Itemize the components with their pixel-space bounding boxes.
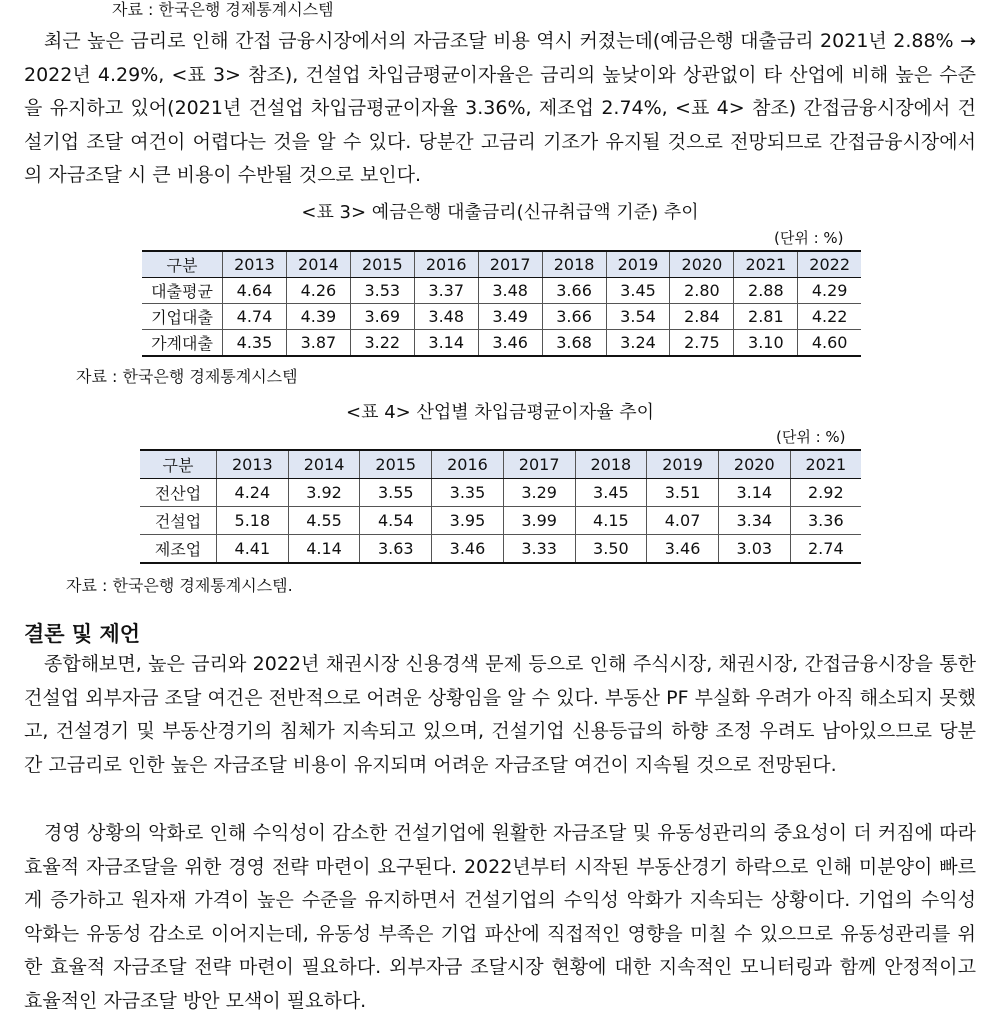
table-cell: 3.45 bbox=[606, 278, 670, 304]
table-cell: 제조업 bbox=[140, 535, 217, 564]
column-header: 2018 bbox=[575, 450, 647, 479]
column-header: 2015 bbox=[350, 251, 414, 278]
table-cell: 4.29 bbox=[798, 278, 861, 304]
column-header: 2019 bbox=[606, 251, 670, 278]
table-cell: 4.26 bbox=[286, 278, 350, 304]
table-cell: 3.45 bbox=[575, 479, 647, 507]
table-row bbox=[140, 535, 861, 564]
table-cell: 4.24 bbox=[217, 479, 289, 507]
table-cell: 3.63 bbox=[360, 535, 432, 564]
table-cell: 3.66 bbox=[542, 304, 606, 330]
table-cell: 2.81 bbox=[734, 304, 798, 330]
table-cell: 2.80 bbox=[670, 278, 734, 304]
table-cell: 4.07 bbox=[647, 507, 719, 535]
table-cell: 3.55 bbox=[360, 479, 432, 507]
table-cell: 3.14 bbox=[414, 330, 478, 357]
table-cell: 3.14 bbox=[718, 479, 790, 507]
table-cell: 4.64 bbox=[223, 278, 287, 304]
table-cell: 3.37 bbox=[414, 278, 478, 304]
table3-loan-rates bbox=[142, 250, 861, 357]
column-header: 2014 bbox=[286, 251, 350, 278]
column-header: 2017 bbox=[503, 450, 575, 479]
table-cell: 4.74 bbox=[223, 304, 287, 330]
table-cell: 3.87 bbox=[286, 330, 350, 357]
table-cell: 3.50 bbox=[575, 535, 647, 564]
column-header: 2022 bbox=[798, 251, 861, 278]
table-cell: 2.88 bbox=[734, 278, 798, 304]
table-cell: 4.14 bbox=[288, 535, 360, 564]
table-cell: 2.92 bbox=[790, 479, 861, 507]
column-header: 2017 bbox=[478, 251, 542, 278]
table-cell: 3.35 bbox=[432, 479, 504, 507]
paragraph-recommendation: 경영 상황의 악화로 인해 수익성이 감소한 건설기업에 원활한 자금조달 및 유동성관리의 중요성이 더 커짐에 따라 효율적 자금조달을 위한 경영 전략 마련이 요구된다. 2022년부터 시작된 부동산경기 하락으로 인해 미분양이 빠르게 증가하고 원자재 가격이 높은 수준을 유지하면서 건설기업의 수익성 악화가 지속되는 상황이다. 기업의 수익성 악화는 유동성 감소로 이어지는데, 유동성 부족은 기업 파산에 직접적인 영향을 미칠 수 있으므로 유동성관리를 위한 효율적 자금조달 전략 마련이 필요하다. 외부자금 조달시장 현황에 대한 지속적인 모니터링과 함께 안정적이고 효율적인 자금조달 방안 모색이 필요하다. bbox=[24, 822, 976, 1012]
table-cell: 5.18 bbox=[217, 507, 289, 535]
table-cell: 3.66 bbox=[542, 278, 606, 304]
column-header: 2019 bbox=[647, 450, 719, 479]
column-header: 2020 bbox=[670, 251, 734, 278]
table-cell: 3.48 bbox=[414, 304, 478, 330]
table-cell: 3.46 bbox=[647, 535, 719, 564]
table-row bbox=[140, 507, 861, 535]
table-header-row bbox=[142, 251, 861, 278]
table4-source: 자료 : 한국은행 경제통계시스템. bbox=[66, 576, 293, 595]
table-cell: 3.10 bbox=[734, 330, 798, 357]
table3-source: 자료 : 한국은행 경제통계시스템 bbox=[76, 367, 298, 386]
column-header: 구분 bbox=[142, 251, 223, 278]
table-cell: 4.15 bbox=[575, 507, 647, 535]
table-cell: 4.39 bbox=[286, 304, 350, 330]
table3-title: <표 3> 예금은행 대출금리(신규취급액 기준) 추이 bbox=[301, 202, 699, 223]
table-cell: 3.33 bbox=[503, 535, 575, 564]
table-cell: 2.74 bbox=[790, 535, 861, 564]
table-cell: 3.49 bbox=[478, 304, 542, 330]
table-cell: 전산업 bbox=[140, 479, 217, 507]
table-cell: 2.75 bbox=[670, 330, 734, 357]
table-cell: 3.34 bbox=[718, 507, 790, 535]
paragraph-funding-costs: 최근 높은 금리로 인해 간접 금융시장에서의 자금조달 비용 역시 커졌는데(예금은행 대출금리 2021년 2.88% → 2022년 4.29%, <표 3> 참조), 건설업 차입금평균이자율은 금리의 높낮이와 상관없이 타 산업에 비해 높은 수준을 유지하고 있어(2021년 건설업 차입금평균이자율 3.36%, 제조업 2.74%, <표 4> 참조) 간접금융시장에서 건설기업 조달 여건이 어렵다는 것을 알 수 있다. 당분간 고금리 기조가 유지될 것으로 전망되므로 간접금융시장에서의 자금조달 시 큰 비용이 수반될 것으로 보인다. bbox=[24, 30, 976, 186]
table-cell: 3.54 bbox=[606, 304, 670, 330]
table-cell: 4.60 bbox=[798, 330, 861, 357]
table-cell: 3.99 bbox=[503, 507, 575, 535]
table-row bbox=[142, 304, 861, 330]
column-header: 2013 bbox=[223, 251, 287, 278]
table-cell: 3.36 bbox=[790, 507, 861, 535]
table4-title: <표 4> 산업별 차입금평균이자율 추이 bbox=[346, 402, 654, 423]
table-cell: 4.54 bbox=[360, 507, 432, 535]
table-cell: 3.03 bbox=[718, 535, 790, 564]
table-cell: 3.92 bbox=[288, 479, 360, 507]
column-header: 2016 bbox=[432, 450, 504, 479]
column-header: 2014 bbox=[288, 450, 360, 479]
table-row bbox=[142, 330, 861, 357]
table-row bbox=[142, 278, 861, 304]
table-cell: 3.68 bbox=[542, 330, 606, 357]
table-cell: 3.51 bbox=[647, 479, 719, 507]
table-cell: 4.22 bbox=[798, 304, 861, 330]
table-cell: 3.46 bbox=[432, 535, 504, 564]
table-cell: 3.95 bbox=[432, 507, 504, 535]
table-cell: 3.48 bbox=[478, 278, 542, 304]
table-cell: 건설업 bbox=[140, 507, 217, 535]
paragraph-summary: 종합해보면, 높은 금리와 2022년 채권시장 신용경색 문제 등으로 인해 주식시장, 채권시장, 간접금융시장을 통한 건설업 외부자금 조달 여건은 전반적으로 어려운 상황임을 알 수 있다. 부동산 PF 부실화 우려가 아직 해소되지 못했고, 건설경기 및 부동산경기의 침체가 지속되고 있으며, 건설기업 신용등급의 하향 조정 우려도 남아있으므로 당분간 고금리로 인한 높은 자금조달 비용이 유지되며 어려운 자금조달 여건이 지속될 것으로 전망된다. bbox=[24, 653, 976, 776]
column-header: 2020 bbox=[718, 450, 790, 479]
table-header-row bbox=[140, 450, 861, 479]
table-cell: 2.84 bbox=[670, 304, 734, 330]
column-header: 2013 bbox=[217, 450, 289, 479]
section-heading-conclusion: 결론 및 제언 bbox=[24, 621, 141, 646]
table-row bbox=[140, 479, 861, 507]
table-cell: 4.41 bbox=[217, 535, 289, 564]
table-cell: 3.46 bbox=[478, 330, 542, 357]
column-header: 2021 bbox=[734, 251, 798, 278]
table4-interest-rates bbox=[140, 449, 861, 564]
table-cell: 대출평균 bbox=[142, 278, 223, 304]
table-cell: 3.22 bbox=[350, 330, 414, 357]
table-cell: 3.24 bbox=[606, 330, 670, 357]
column-header: 2018 bbox=[542, 251, 606, 278]
column-header: 2015 bbox=[360, 450, 432, 479]
table-cell: 3.69 bbox=[350, 304, 414, 330]
table-cell: 기업대출 bbox=[142, 304, 223, 330]
table-cell: 3.53 bbox=[350, 278, 414, 304]
table-cell: 4.35 bbox=[223, 330, 287, 357]
column-header: 구분 bbox=[140, 450, 217, 479]
source-note-top: 자료 : 한국은행 경제통계시스템 bbox=[112, 0, 334, 19]
column-header: 2021 bbox=[790, 450, 861, 479]
table-cell: 4.55 bbox=[288, 507, 360, 535]
table-cell: 3.29 bbox=[503, 479, 575, 507]
column-header: 2016 bbox=[414, 251, 478, 278]
table4-unit: (단위 : %) bbox=[776, 428, 846, 446]
table-cell: 가계대출 bbox=[142, 330, 223, 357]
table3-unit: (단위 : %) bbox=[774, 229, 844, 247]
